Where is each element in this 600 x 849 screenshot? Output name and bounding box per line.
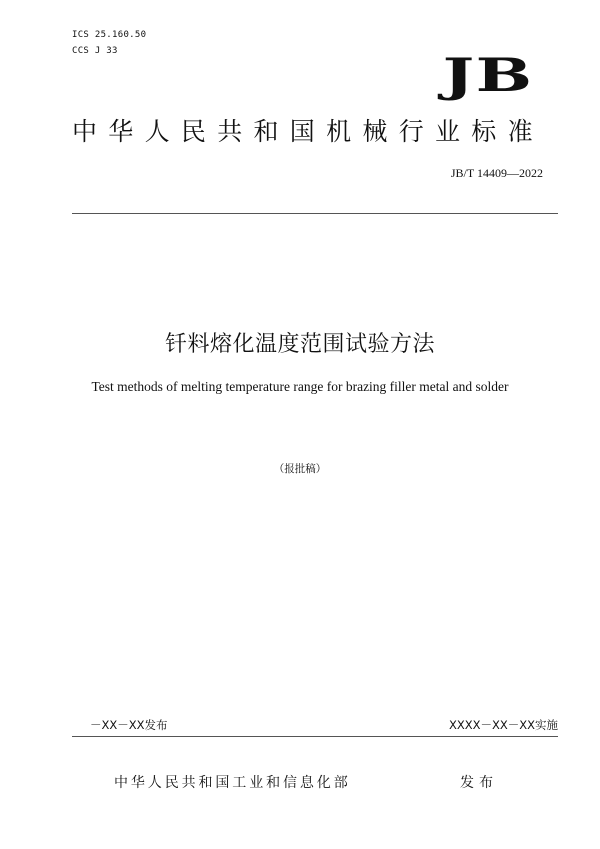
issuing-authority: 中华人民共和国工业和信息化部	[114, 775, 351, 791]
publish-date: －XX－XX发布	[90, 718, 168, 732]
header-divider	[72, 213, 558, 214]
draft-status-label: （报批稿）	[273, 463, 327, 475]
issue-label: 发布	[460, 775, 498, 791]
standard-number: JB/T 14409—2022	[450, 166, 543, 180]
implementation-date: XXXX－XX－XX实施	[448, 718, 558, 732]
footer-divider	[72, 736, 558, 737]
ics-classification: ICS 25.160.50	[72, 30, 147, 40]
jb-logo: JB	[442, 48, 534, 102]
document-title-english: Test methods of melting temperature range for brazing filler metal and solder	[91, 379, 509, 394]
document-title-chinese: 钎料熔化温度范围试验方法	[164, 332, 435, 357]
ccs-classification: CCS J 33	[72, 46, 118, 56]
standard-category-title: 中华人民共和国机械行业标准	[72, 117, 544, 146]
